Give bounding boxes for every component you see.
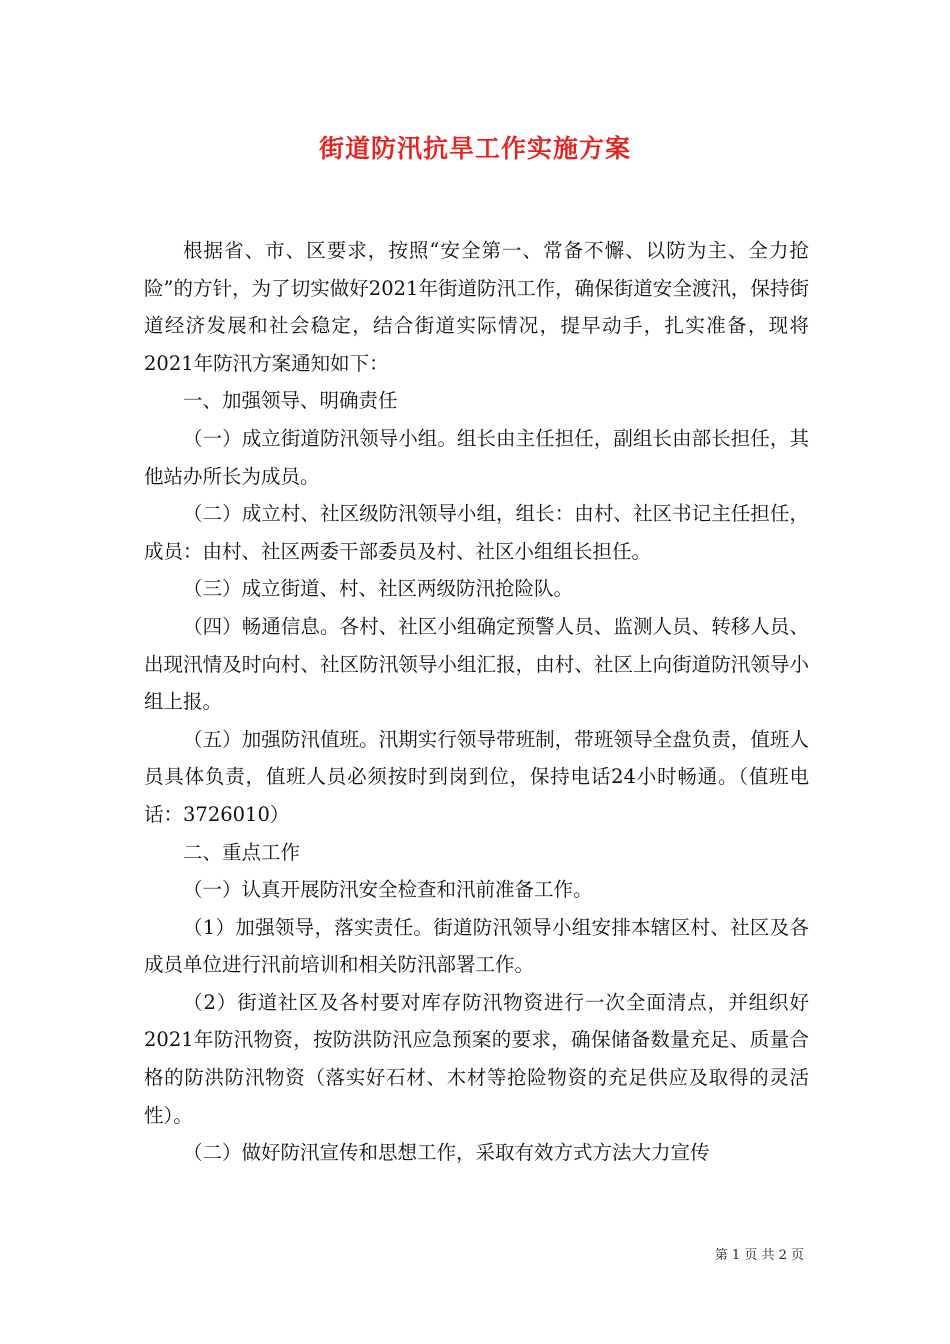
paragraph-1-4: （四）畅通信息。各村、社区小组确定预警人员、监测人员、转移人员、出现汛情及时向村、社区防汛领导小组汇报，由村、社区上向街道防汛领导小组上报。 [144, 614, 809, 714]
page-number: 第 1 页 共 2 页 [714, 1248, 804, 1263]
paragraph-2-1-2: （2）街道社区及各村要对库存防汛物资进行一次全面清点，并组织好2021年防汛物资，按防洪防汛应急预案的要求，确保储备数量充足、质量合格的防洪防汛物资（落实好石材、木材等抢险物资的充足供应及取得的灵活性）。 [144, 990, 809, 1127]
section-heading-2: 二、重点工作 [183, 840, 301, 864]
paragraph-intro: 根据省、市、区要求，按照“安全第一、常备不懈、以防为主、全力抢险”的方针，为了切实做好2021年街道防汛工作，确保街道安全渡汛，保持街道经济发展和社会稳定，结合街道实际情况，提早动手，扎实准备，现将2021年防汛方案通知如下： [144, 239, 809, 375]
section-heading-1: 一、加强领导、明确责任 [183, 389, 398, 413]
document-body [144, 232, 809, 1172]
document-title: 街道防汛抗旱工作实施方案 [318, 134, 631, 163]
paragraph-1-2: （二）成立村、社区级防汛领导小组，组长：由村、社区书记主任担任，成员：由村、社区两委干部委员及村、社区小组组长担任。 [144, 502, 809, 563]
paragraph-1-5: （五）加强防汛值班。汛期实行领导带班制，带班领导全盘负责，值班人员具体负责，值班人员必须按时到岗到位，保持电话24小时畅通。（值班电话：3726010） [144, 727, 809, 826]
paragraph-2-1: （一）认真开展防汛安全检查和汛前准备工作。 [183, 878, 593, 902]
paragraph-1-1: （一）成立街道防汛领导小组。组长由主任担任，副组长由部长担任，其他站办所长为成员。 [144, 426, 809, 488]
paragraph-1-3: （三）成立街道、村、社区两级防汛抢险队。 [183, 577, 574, 601]
paragraph-2-1-1: （1）加强领导，落实责任。街道防汛领导小组安排本辖区村、社区及各成员单位进行汛前培训和相关防汛部署工作。 [144, 915, 809, 977]
paragraph-2-2: （二）做好防汛宣传和思想工作，采取有效方式方法大力宣传 [183, 1141, 710, 1165]
